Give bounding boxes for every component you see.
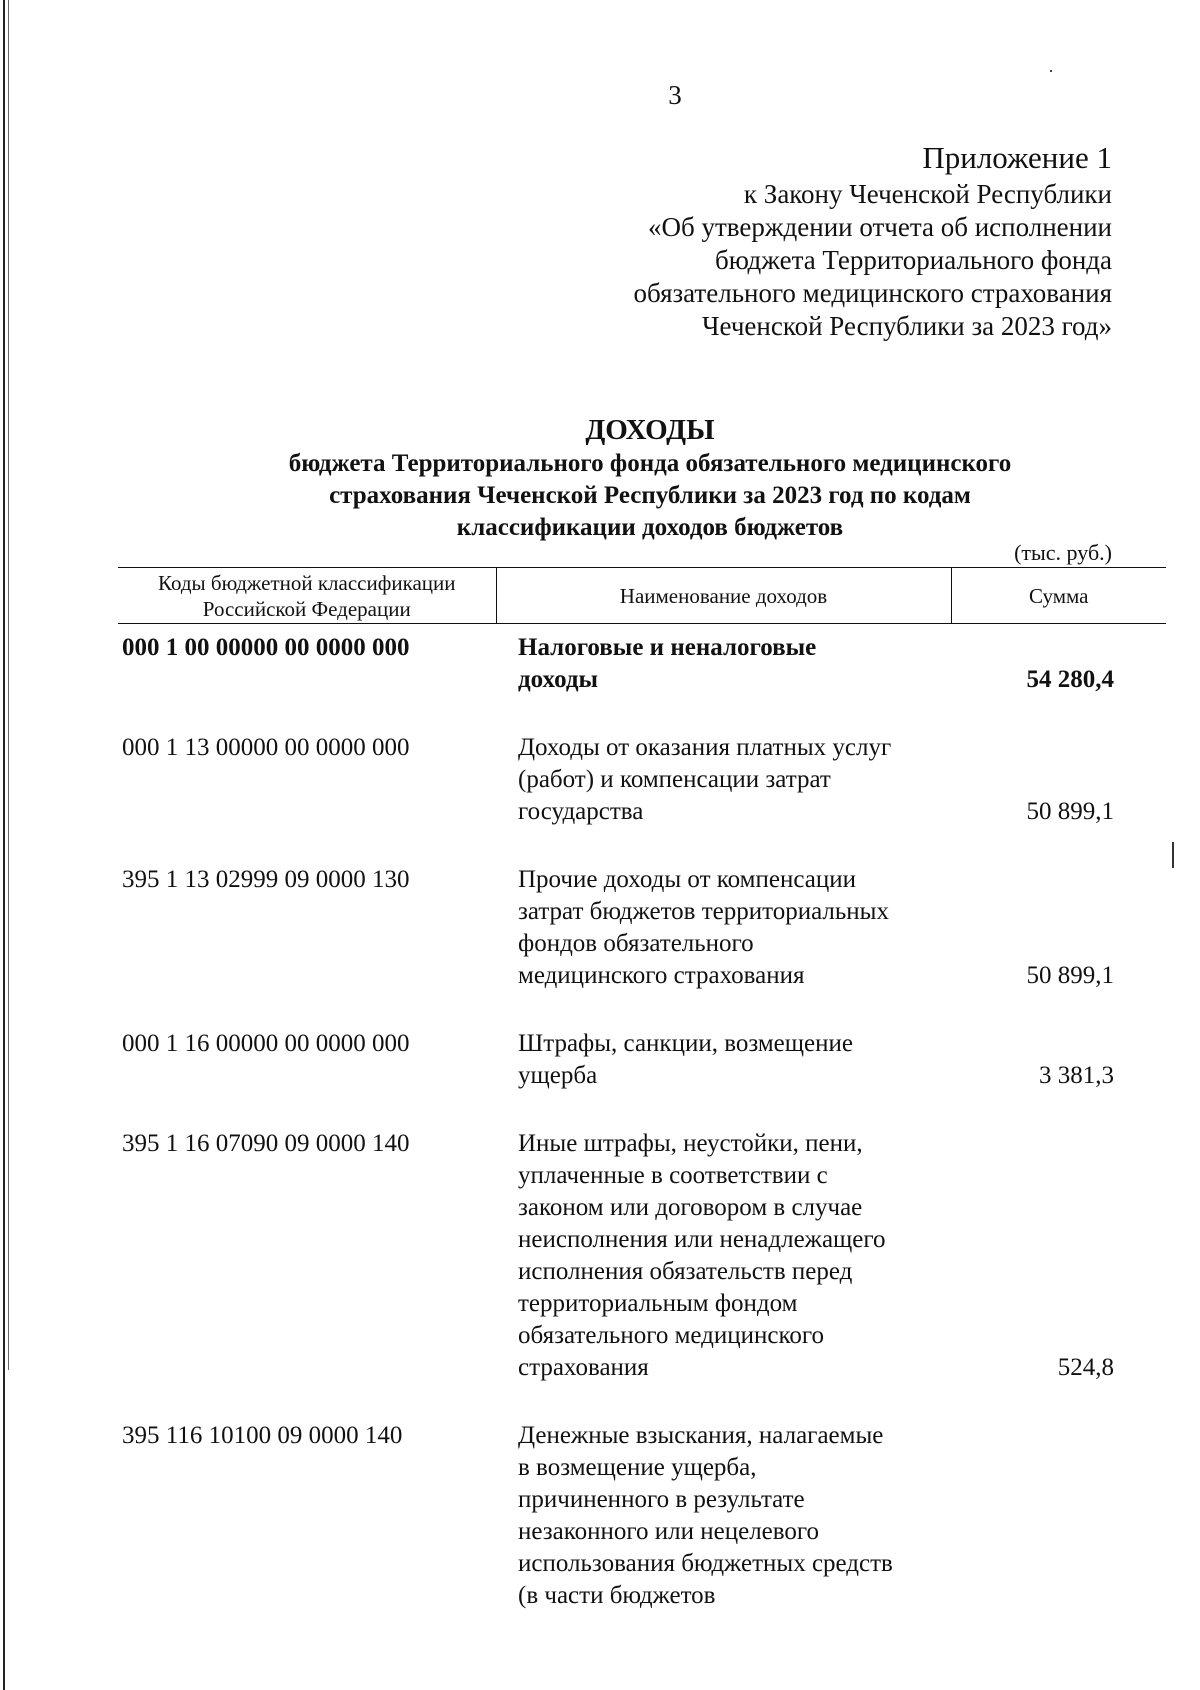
header-code: Коды бюджетной классификации Российской Федерации (118, 568, 496, 624)
scan-speck (1050, 70, 1052, 72)
row-code: 000 1 13 00000 00 0000 000 (122, 734, 410, 761)
row-name: Денежные взыскания, налагаемые в возмещение ущерба, причиненного в результате незаконного или нецелевого использования бюджетных средств (в части бюджетов (518, 1422, 893, 1609)
table-row (118, 1102, 1166, 1394)
row-code: 395 1 16 07090 09 0000 140 (122, 1130, 410, 1157)
appendix-header (634, 138, 1113, 343)
appendix-line: обязательного медицинского страхования (633, 278, 1112, 308)
appendix-title: Приложение 1 (922, 140, 1112, 175)
table-header-row (118, 568, 1166, 624)
appendix-line: бюджета Территориального фонда (715, 245, 1112, 275)
table-row (118, 838, 1166, 1002)
table-row (118, 1394, 1166, 1622)
page-number: 3 (668, 80, 682, 110)
row-name: Налоговые и неналоговые доходы (518, 634, 817, 693)
row-amount: 50 899,1 (1026, 798, 1114, 825)
header-name: Наименование доходов (496, 568, 951, 624)
row-amount: 524,8 (1057, 1354, 1114, 1381)
scan-edge-line-secondary (8, 0, 9, 1370)
income-table (118, 567, 1166, 1622)
header-amount: Сумма (951, 568, 1166, 624)
appendix-line: «Об утверждении отчета об исполнении (648, 212, 1112, 242)
row-amount (951, 1394, 1166, 1622)
table-row (118, 624, 1166, 707)
units-label: (тыс. руб.) (1014, 540, 1112, 565)
document-title: ДОХОДЫ (585, 414, 715, 446)
row-code: 395 1 13 02999 09 0000 130 (122, 866, 410, 893)
row-code: 395 116 10100 09 0000 140 (122, 1422, 403, 1449)
document-title-block (200, 412, 1100, 544)
scan-edge-line (3, 0, 5, 1690)
appendix-line: к Закону Чеченской Республики (743, 179, 1112, 209)
document-subtitle-line: классификации доходов бюджетов (456, 514, 844, 541)
appendix-line: Чеченской Республики за 2023 год» (701, 311, 1112, 341)
document-subtitle-line: страхования Чеченской Республики за 2023 год по кодам (329, 482, 971, 509)
row-amount: 54 280,4 (1026, 666, 1114, 693)
row-code: 000 1 16 00000 00 0000 000 (122, 1030, 410, 1057)
table-body (118, 624, 1166, 1623)
row-name: Доходы от оказания платных услуг (работ) и компенсации затрат государства (518, 734, 892, 825)
row-amount: 3 381,3 (1039, 1062, 1114, 1089)
row-name: Штрафы, санкции, возмещение ущерба (518, 1030, 853, 1089)
row-amount: 50 899,1 (1026, 962, 1114, 989)
row-code: 000 1 00 00000 00 0000 000 (122, 634, 410, 661)
document-subtitle-line: бюджета Территориального фонда обязательного медицинского (288, 450, 1012, 477)
scan-edge-mark (1172, 842, 1174, 868)
table-row (118, 1002, 1166, 1102)
table-row (118, 706, 1166, 838)
row-name: Прочие доходы от компенсации затрат бюджетов территориальных фондов обязательного медицинского страхования (518, 866, 889, 989)
row-name: Иные штрафы, неустойки, пени, уплаченные в соответствии с законом или договором в случае неисполнения или ненадлежащего исполнения обязательств перед территориальным фондом обязательного медицинского страхования (518, 1130, 886, 1381)
